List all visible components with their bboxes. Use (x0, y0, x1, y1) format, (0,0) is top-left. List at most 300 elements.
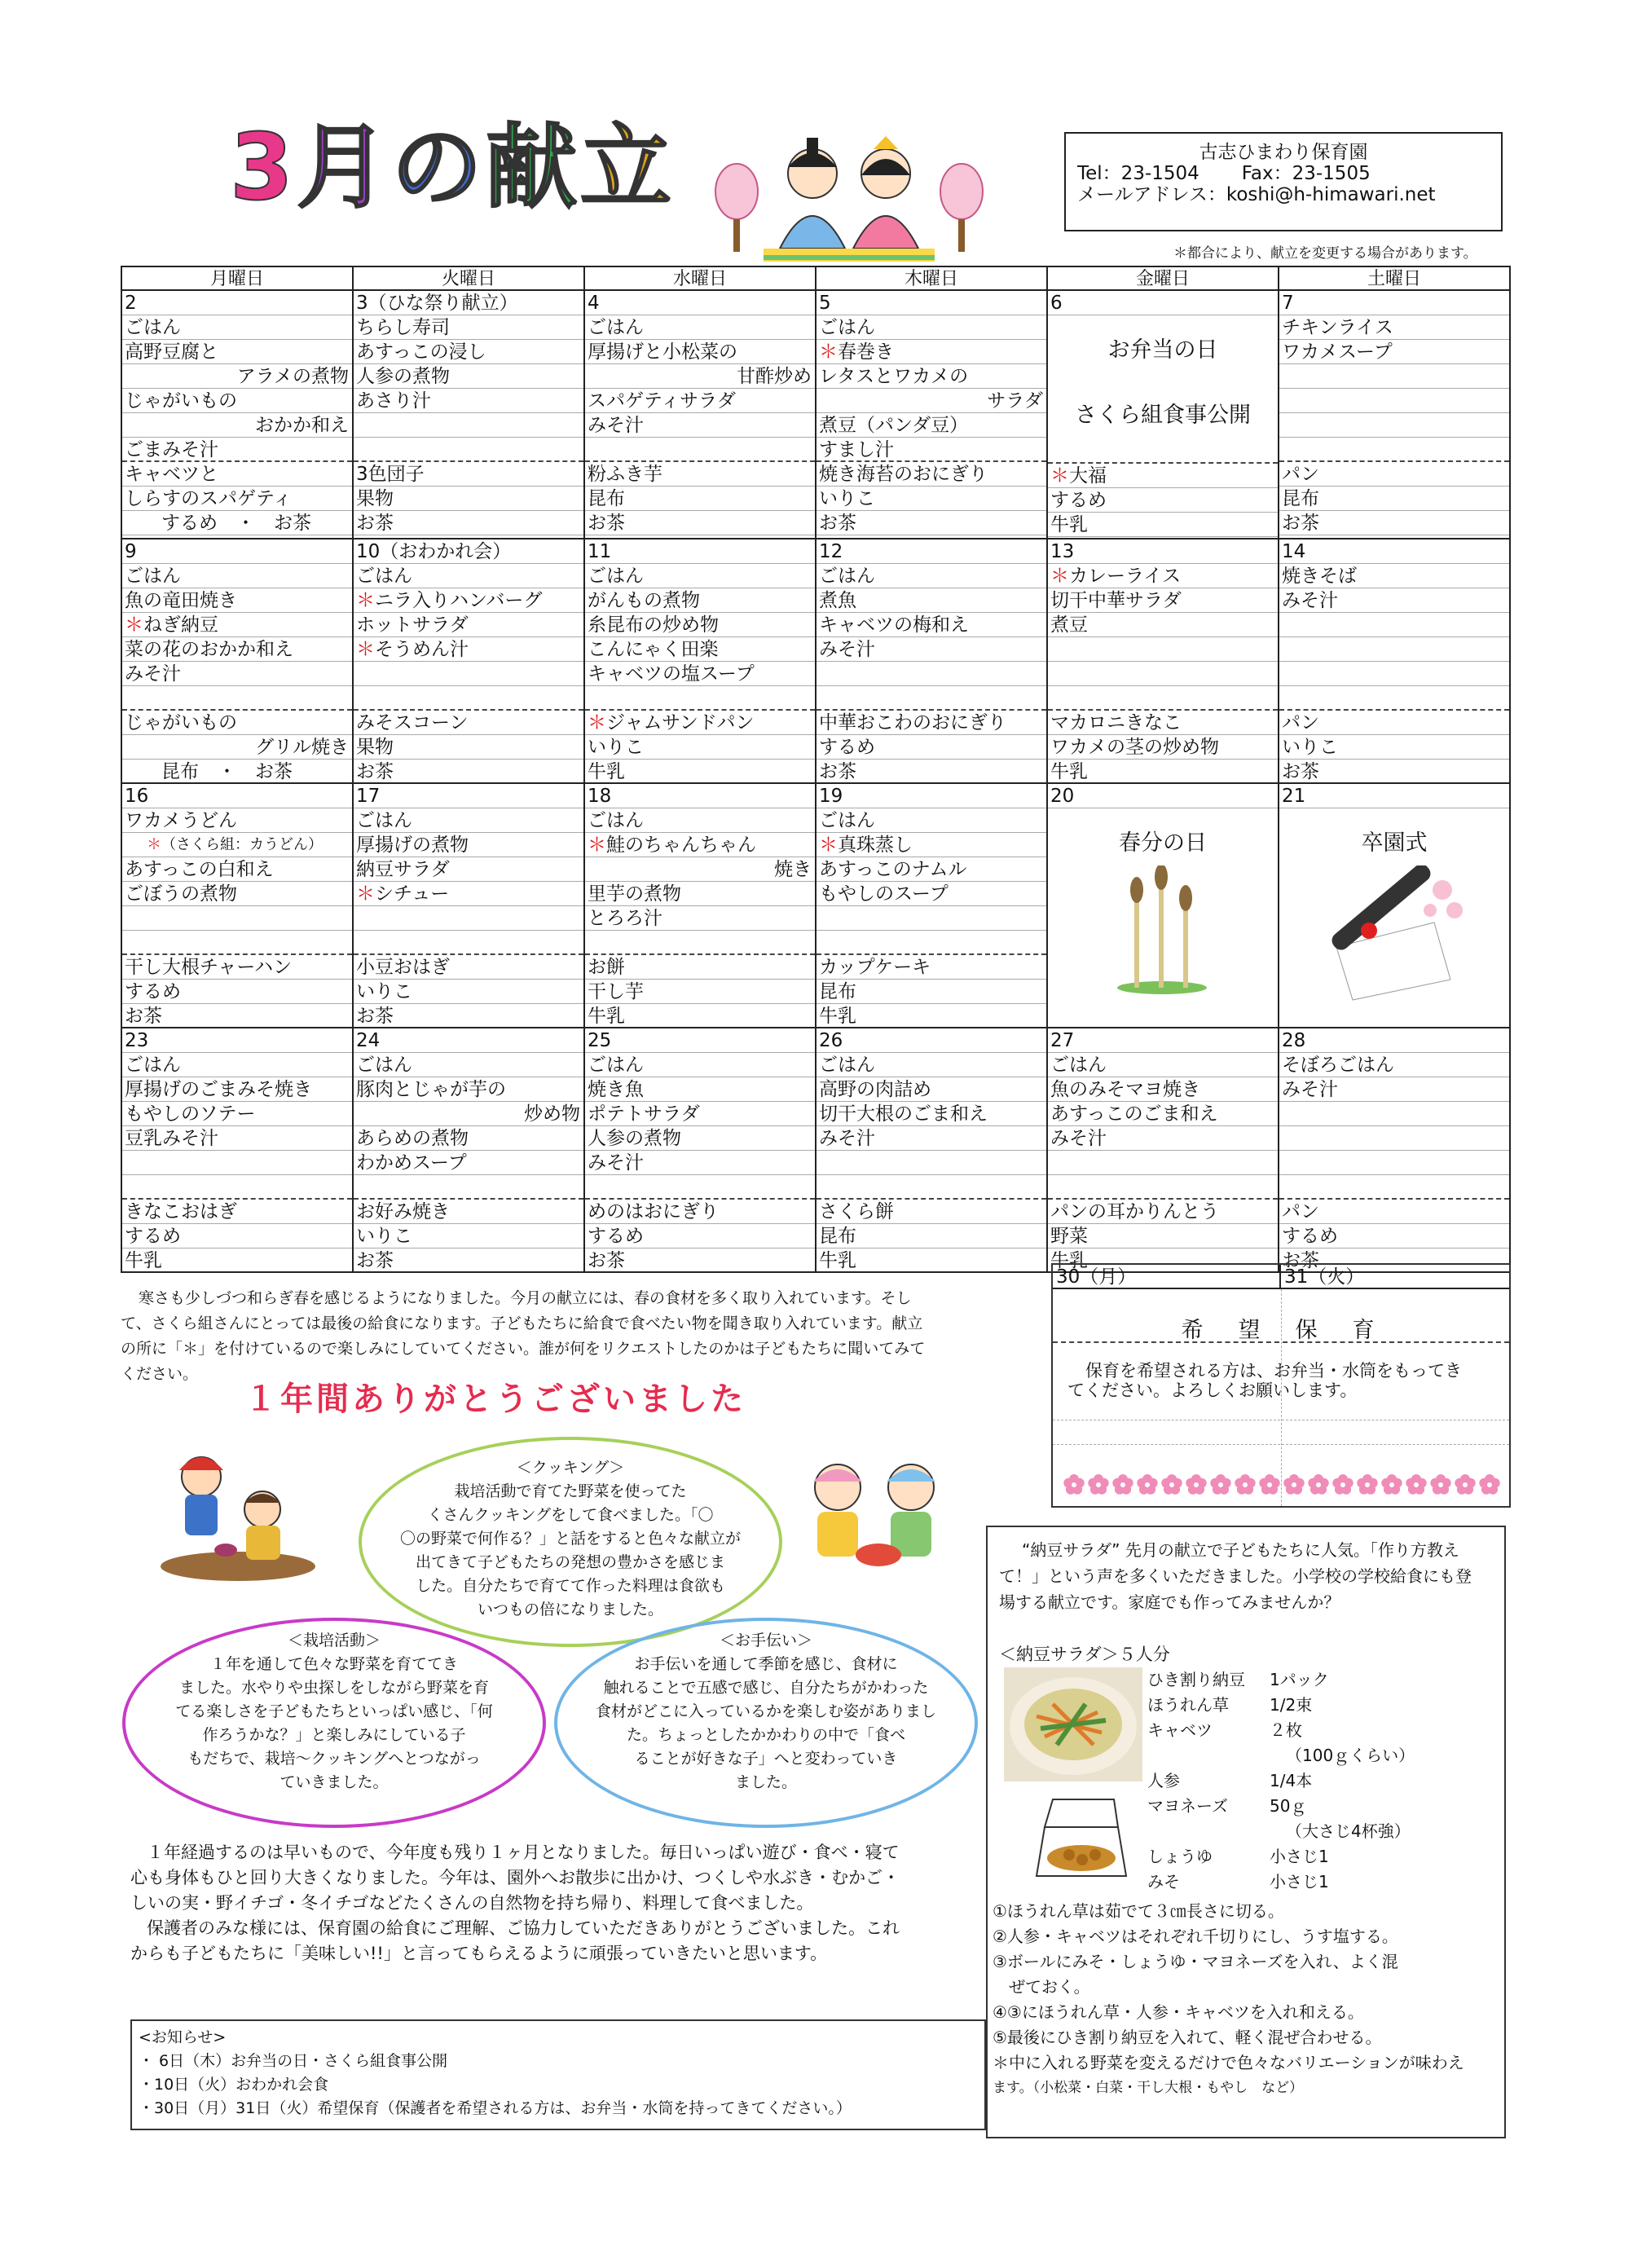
recipe-step: ①ほうれん草は茹でて３㎝長さに切る。 (993, 1901, 1284, 1921)
menu-line: 牛乳 (1048, 1249, 1278, 1273)
otetsudai-line: お手伝いを通して季節を感じ、食材に (634, 1655, 898, 1673)
menu-line: マカロニきなこ (1048, 711, 1278, 735)
special-event: お弁当の日 (1107, 337, 1218, 363)
recipe-step: ます。（小松菜・白菜・干し大根・もやし など） (993, 2080, 1304, 2096)
menu-line (1279, 438, 1509, 462)
saibai-line: もだちで、栽培～クッキングへとつながっ (187, 1750, 481, 1768)
intro-line-1: 寒さも少しづつ和らぎ春を感じるようになりました。今月の献立には、春の食材を多く取り入れています。そし (139, 1289, 912, 1307)
menu-line: 10（おわかれ会） (354, 539, 583, 564)
recipe-step: ＊中に入れる野菜を変えるだけで色々なバリエーションが味わえ (993, 2053, 1464, 2072)
menu-line (122, 931, 352, 955)
menu-line: 6 (1048, 291, 1278, 315)
menu-line: 23 (122, 1028, 352, 1053)
menu-line: お茶 (354, 1249, 583, 1273)
menu-line: いりこ (585, 735, 815, 760)
menu-line: 人参の煮物 (585, 1126, 815, 1151)
menu-line: ＊そうめん汁 (354, 637, 583, 662)
otetsudai-line: ることが好きな子」へと変わっていき (634, 1750, 898, 1768)
menu-line: 牛乳 (816, 1249, 1046, 1273)
menu-line: みそスコーン (354, 711, 583, 735)
menu-line: 7 (1279, 291, 1509, 315)
saibai-line: ていきました。 (280, 1773, 389, 1791)
menu-line (1279, 1126, 1509, 1151)
menu-line: ＊ジャムサンドパン (585, 711, 815, 735)
menu-line: 煮豆 (1048, 613, 1278, 637)
menu-line (1279, 389, 1509, 413)
notice-item: ・ 6日（木）お弁当の日・さくら組食事公開 (139, 2052, 448, 2070)
recipe-title: ＜納豆サラダ＞５人分 (999, 1645, 1170, 1664)
cooking-text (378, 1456, 763, 1622)
menu-line: 果物 (354, 735, 583, 760)
ingredient-row: ほうれん草 1/2束 (1147, 1695, 1313, 1715)
menu-line: 18 (585, 784, 815, 808)
menu-line (1279, 613, 1509, 637)
menu-line: がんもの煮物 (585, 588, 815, 613)
day-31: 31（火） (1281, 1265, 1509, 1289)
menu-line (816, 1175, 1046, 1200)
menu-line: きなこおはぎ (122, 1200, 352, 1224)
recipe-intro-line: 場する献立です。家庭でも作ってみませんか？ (999, 1592, 1340, 1612)
menu-line (1048, 1151, 1278, 1175)
menu-line: 24 (354, 1028, 583, 1053)
menu-line: 14 (1279, 539, 1509, 564)
menu-line: ポテトサラダ (585, 1102, 815, 1126)
menu-line: 厚揚げと小松菜の (585, 340, 815, 364)
menu-line: みそ汁 (585, 413, 815, 438)
otetsudai-line: 触れることで五感で感じ、自分たちがかわった (603, 1679, 929, 1697)
menu-line: 小豆おはぎ (354, 955, 583, 980)
ingredient-row: キャベツ ２枚 (1147, 1720, 1302, 1740)
menu-line: お茶 (354, 1004, 583, 1028)
menu-line: 切干中華サラダ (1048, 588, 1278, 613)
menu-line: するめ (122, 980, 352, 1004)
intro-line-2: て、さくら組さんにとっては最後の給食になります。子どもたちに給食で食べたい物を聞き取り入れています。献立 (121, 1315, 923, 1332)
menu-line: お茶 (816, 760, 1046, 784)
menu-line (816, 686, 1046, 711)
menu-line: 里芋の煮物 (585, 882, 815, 906)
menu-line: 切干大根のごま和え (816, 1102, 1046, 1126)
menu-line (122, 1151, 352, 1175)
menu-line: 菜の花のおかか和え (122, 637, 352, 662)
closing-line: しいの実・野イチゴ・冬イチゴなどたくさんの自然物を持ち帰り、料理して食べました。 (130, 1893, 814, 1913)
menu-table (121, 266, 1511, 1271)
menu-line (1279, 686, 1509, 711)
menu-line: アラメの煮物 (122, 364, 352, 389)
ingredient-row: 人参 1/4本 (1147, 1771, 1313, 1790)
kibou-text-1: 保育を希望される方は、お弁当・水筒をもってき (1085, 1361, 1462, 1381)
menu-line: 昆布 (816, 1224, 1046, 1249)
day-header: 木曜日 (815, 266, 1048, 291)
menu-line: ＊ニラ入りハンバーグ (354, 588, 583, 613)
menu-cell (583, 291, 816, 539)
menu-line: ＊真珠蒸し (816, 833, 1046, 857)
menu-line: お茶 (1279, 1249, 1509, 1273)
menu-line: みそ汁 (816, 637, 1046, 662)
closing-line: １年経過するのは早いもので、今年度も残り１ヶ月となりました。毎日いっぱい遊び・食べ・寝て (147, 1843, 900, 1862)
otetsudai-line: た。ちょっとしたかかわりの中で「食べ (626, 1726, 905, 1744)
menu-line: 26 (816, 1028, 1046, 1053)
menu-line: お茶 (1279, 760, 1509, 784)
menu-line: ごはん (354, 808, 583, 833)
recipe-intro (999, 1537, 1472, 1615)
menu-line: あすっこの白和え (122, 857, 352, 882)
menu-line: パン (1279, 711, 1509, 735)
menu-line: するめ (585, 1224, 815, 1249)
menu-line: 13 (1048, 539, 1278, 564)
menu-line (585, 686, 815, 711)
menu-line: いりこ (354, 980, 583, 1004)
recipe-step: ②人参・キャベツはそれぞれ千切りにし、うす塩する。 (993, 1927, 1398, 1946)
menu-line: 昆布 (1279, 487, 1509, 511)
recipe-step: ③ボールにみそ・しょうゆ・マヨネーズを入れ、よく混 (993, 1952, 1398, 1971)
menu-line: とろろ汁 (585, 906, 815, 931)
ingredient-row: しょうゆ 小さじ1 (1147, 1847, 1329, 1866)
school-email: メールアドレス：koshi@h-himawari.net (1077, 184, 1436, 205)
menu-line: じゃがいもの (122, 711, 352, 735)
menu-line: ＊ねぎ納豆 (122, 613, 352, 637)
menu-line (816, 931, 1046, 955)
menu-line: ごはん (816, 564, 1046, 588)
ingredient-row: みそ 小さじ1 (1147, 1872, 1329, 1891)
notice-box (130, 2019, 986, 2130)
menu-cell (815, 539, 1048, 784)
cooking-line: いつもの倍になりました。 (477, 1601, 663, 1618)
menu-line: するめ (816, 735, 1046, 760)
menu-cell (352, 539, 585, 784)
menu-cell (815, 1028, 1048, 1273)
menu-line (585, 1175, 815, 1200)
menu-line: するめ (122, 1224, 352, 1249)
gardening-children-illustration (156, 1444, 319, 1583)
menu-line: 干し大根チャーハン (122, 955, 352, 980)
menu-line (1279, 1151, 1509, 1175)
notice-title: <お知らせ> (139, 2028, 227, 2046)
menu-line: ごはん (816, 808, 1046, 833)
menu-line: 果物 (354, 487, 583, 511)
menu-cell (1046, 784, 1279, 1028)
menu-line: 牛乳 (585, 1004, 815, 1028)
menu-line: キャベツの梅和え (816, 613, 1046, 637)
kibou-text-2: てください。よろしくお願いします。 (1067, 1381, 1358, 1400)
menu-cell (1046, 291, 1279, 539)
menu-line: めのはおにぎり (585, 1200, 815, 1224)
menu-line: ごはん (122, 564, 352, 588)
menu-line: みそ汁 (122, 662, 352, 686)
day-header: 金曜日 (1046, 266, 1279, 291)
menu-line (354, 686, 583, 711)
menu-line: ちらし寿司 (354, 315, 583, 340)
menu-line: あさり汁 (354, 389, 583, 413)
menu-line (816, 906, 1046, 931)
menu-line: 昆布 ・ お茶 (122, 760, 352, 784)
menu-line: ごぼうの煮物 (122, 882, 352, 906)
menu-line: 魚のみそマヨ焼き (1048, 1077, 1278, 1102)
menu-line: ごまみそ汁 (122, 438, 352, 462)
menu-line: 高野豆腐と (122, 340, 352, 364)
menu-cell (352, 784, 585, 1028)
menu-line: あらめの煮物 (354, 1126, 583, 1151)
intro-line-4: ください。 (121, 1365, 199, 1383)
menu-cell (815, 291, 1048, 539)
menu-line: お茶 (585, 1249, 815, 1273)
cooking-children-illustration (789, 1451, 960, 1573)
menu-line: ごはん (1048, 1053, 1278, 1077)
special-event: 春分の日 (1119, 830, 1207, 856)
menu-line: 牛乳 (816, 1004, 1046, 1028)
menu-line: 27 (1048, 1028, 1278, 1053)
menu-cell (1278, 539, 1511, 784)
menu-line: みそ汁 (1279, 1077, 1509, 1102)
menu-line: 焼きそば (1279, 564, 1509, 588)
menu-line: あすっこの浸し (354, 340, 583, 364)
menu-line (1279, 364, 1509, 389)
menu-line: 中華おこわのおにぎり (816, 711, 1046, 735)
ingredient-list (1147, 1667, 1415, 1895)
menu-line: 煮魚 (816, 588, 1046, 613)
menu-line: グリル焼き (122, 735, 352, 760)
menu-line: お茶 (816, 511, 1046, 535)
menu-cell (352, 1028, 585, 1273)
menu-line: 厚揚げのごまみそ焼き (122, 1077, 352, 1102)
menu-line: 甘酢炒め (585, 364, 815, 389)
menu-line: キャベツと (122, 462, 352, 487)
menu-line: ごはん (354, 1053, 583, 1077)
saibai-line: １年を通して色々な野菜を育ててき (209, 1655, 458, 1673)
menu-line: 5 (816, 291, 1046, 315)
menu-line: 焼き海苔のおにぎり (816, 462, 1046, 487)
menu-line (122, 1175, 352, 1200)
menu-cell (1046, 1028, 1279, 1273)
menu-line: ＊（さくら組：カうどん） (122, 833, 352, 857)
menu-line: おかか和え (122, 413, 352, 438)
ingredient-row: ひき割り納豆 1パック (1147, 1670, 1329, 1689)
closing-line: 保護者のみな様には、保育園の給食にご理解、ご協力していただきありがとうございました。これ (147, 1918, 900, 1938)
menu-line: レタスとワカメの (816, 364, 1046, 389)
menu-cell (121, 1028, 354, 1273)
menu-line (1048, 637, 1278, 662)
menu-line: お茶 (122, 1004, 352, 1028)
menu-line: 2 (122, 291, 352, 315)
menu-line: ワカメうどん (122, 808, 352, 833)
menu-line: そぼろごはん (1279, 1053, 1509, 1077)
menu-line: 牛乳 (585, 760, 815, 784)
menu-line: みそ汁 (816, 1126, 1046, 1151)
menu-cell (352, 291, 585, 539)
menu-line: 牛乳 (122, 1249, 352, 1273)
menu-line (1279, 1175, 1509, 1200)
menu-cell (583, 784, 816, 1028)
menu-line: 野菜 (1048, 1224, 1278, 1249)
menu-line: するめ (1048, 488, 1278, 513)
menu-line: いりこ (1279, 735, 1509, 760)
menu-line: ごはん (122, 315, 352, 340)
menu-line (122, 906, 352, 931)
school-info-box (1064, 132, 1503, 231)
page-title: 3月の献立 (230, 115, 675, 221)
menu-line: 糸昆布の炒め物 (585, 613, 815, 637)
menu-line: あすっこのごま和え (1048, 1102, 1278, 1126)
menu-line: 21 (1279, 784, 1509, 808)
saibai-line: ました。水やりや虫探しをしながら野菜を育 (178, 1679, 489, 1697)
menu-line: お好み焼き (354, 1200, 583, 1224)
special-event: 卒園式 (1361, 830, 1428, 856)
saibai-line: 作ろうかな？」と楽しみにしている子 (202, 1726, 466, 1744)
menu-line: カップケーキ (816, 955, 1046, 980)
otetsudai-bubble (554, 1618, 978, 1828)
menu-line: チキンライス (1279, 315, 1509, 340)
menu-line (585, 931, 815, 955)
change-note: ＊都合により、献立を変更する場合があります。 (1173, 245, 1477, 262)
menu-line: 焼き魚 (585, 1077, 815, 1102)
menu-line (354, 662, 583, 686)
closing-line: からも子どもたちに「美味しい!!」と言ってもらえるように頑張っていきたいと思います。 (130, 1944, 828, 1963)
menu-cell (583, 1028, 816, 1273)
menu-line (354, 438, 583, 462)
ingredient-row: （大さじ4杯強） (1286, 1821, 1411, 1841)
menu-line (1279, 637, 1509, 662)
menu-line: お茶 (585, 511, 815, 535)
menu-line: 牛乳 (1048, 513, 1278, 537)
kibou-hoiku-title: 希 望 保 育 (1181, 1318, 1381, 1343)
school-tel: Tel：23-1504 (1077, 163, 1199, 184)
menu-line: サラダ (816, 389, 1046, 413)
menu-line: もやしのスープ (816, 882, 1046, 906)
menu-line: 3（ひな祭り献立） (354, 291, 583, 315)
menu-line: ＊春巻き (816, 340, 1046, 364)
menu-cell (121, 784, 354, 1028)
menu-cell (1278, 291, 1511, 539)
menu-line: みそ汁 (1048, 1126, 1278, 1151)
menu-line: ごはん (122, 1053, 352, 1077)
menu-line: すまし汁 (816, 438, 1046, 462)
menu-line (354, 906, 583, 931)
menu-line (585, 438, 815, 462)
menu-line: 16 (122, 784, 352, 808)
menu-line: 19 (816, 784, 1046, 808)
menu-line: ごはん (585, 564, 815, 588)
menu-line: 焼き (585, 857, 815, 882)
menu-line: みそ汁 (1279, 588, 1509, 613)
menu-line: 17 (354, 784, 583, 808)
menu-line: わかめスープ (354, 1151, 583, 1175)
menu-line: 人参の煮物 (354, 364, 583, 389)
notice-item: ・10日（火）おわかれ会食 (139, 2076, 329, 2094)
menu-line: 4 (585, 291, 815, 315)
menu-line: 豆乳みそ汁 (122, 1126, 352, 1151)
menu-line (816, 1151, 1046, 1175)
menu-line: ＊鮭のちゃんちゃん (585, 833, 815, 857)
day-header: 火曜日 (352, 266, 585, 291)
sakura-flower-border (1061, 1470, 1501, 1500)
cooking-line: 栽培活動で育てた野菜を使ってた (454, 1482, 687, 1500)
menu-line: ワカメスープ (1279, 340, 1509, 364)
ingredient-row: マヨネーズ 50ｇ (1147, 1796, 1307, 1816)
school-fax: Fax：23-1505 (1241, 163, 1371, 184)
menu-line: さくら餅 (816, 1200, 1046, 1224)
menu-line: ごはん (585, 808, 815, 833)
menu-line: みそ汁 (585, 1151, 815, 1175)
menu-cell (121, 291, 354, 539)
menu-line: 3色団子 (354, 462, 583, 487)
menu-line: ＊シチュー (354, 882, 583, 906)
cooking-bubble (359, 1437, 782, 1647)
menu-line: パン (1279, 462, 1509, 487)
menu-line: するめ ・ お茶 (122, 511, 352, 535)
menu-line (816, 662, 1046, 686)
menu-line: 煮豆（パンダ豆） (816, 413, 1046, 438)
menu-line (122, 686, 352, 711)
recipe-step: ④③にほうれん草・人参・キャベツを入れ和える。 (993, 2002, 1364, 2022)
cooking-line: 〇の野菜で何作る？」と話をすると色々な献立が (399, 1530, 741, 1548)
menu-line: スパゲティサラダ (585, 389, 815, 413)
menu-line: 粉ふき芋 (585, 462, 815, 487)
menu-line (1048, 686, 1278, 711)
menu-line: 25 (585, 1028, 815, 1053)
menu-line: 牛乳 (1048, 760, 1278, 784)
menu-line: キャベツの塩スープ (585, 662, 815, 686)
cooking-line: した。自分たちで育てて作った料理は食欲も (416, 1577, 725, 1595)
menu-line: じゃがいもの (122, 389, 352, 413)
saibai-text (142, 1629, 526, 1795)
recipe-steps (993, 1899, 1464, 2101)
menu-line (354, 1175, 583, 1200)
menu-line: ＊大福 (1048, 464, 1278, 488)
otetsudai-text (574, 1629, 958, 1795)
menu-line (1048, 1175, 1278, 1200)
menu-line: 高野の肉詰め (816, 1077, 1046, 1102)
menu-line: 12 (816, 539, 1046, 564)
day-header: 水曜日 (583, 266, 816, 291)
cooking-line: くさんクッキングをして食べました。「〇 (427, 1506, 714, 1524)
menu-line: ごはん (354, 564, 583, 588)
menu-cell (1278, 784, 1511, 1028)
menu-line: するめ (1279, 1224, 1509, 1249)
recipe-intro-line: “納豆サラダ” 先月の献立で子どもたちに人気。「作り方教え (1022, 1540, 1459, 1560)
school-name: 古志ひまわり保育園 (1199, 142, 1368, 163)
ingredient-row: （100ｇくらい） (1286, 1746, 1415, 1765)
day-30: 30（月） (1053, 1265, 1281, 1289)
menu-line: 厚揚げの煮物 (354, 833, 583, 857)
menu-line: お茶 (354, 511, 583, 535)
diploma-illustration (1312, 865, 1475, 1004)
recipe-box (986, 1526, 1506, 2138)
hina-dolls-illustration (702, 134, 996, 265)
menu-line (1279, 413, 1509, 438)
recipe-step: ぜておく。 (993, 1977, 1090, 1997)
natto-pack-illustration (1028, 1795, 1134, 1892)
intro-line-3: の所に「＊」を付けているので楽しみにしていてください。誰が何をリクエストしたのかは子どもたちに聞いてみて (121, 1340, 926, 1358)
menu-line: お餅 (585, 955, 815, 980)
menu-line: ＊カレーライス (1048, 564, 1278, 588)
menu-line: 28 (1279, 1028, 1509, 1053)
closing-line: 心も身体もひと回り大きくなりました。今年は、園外へお散歩に出かけ、つくしや水ぶき・むかご・ (130, 1868, 900, 1887)
menu-cell (815, 784, 1048, 1028)
menu-line: いりこ (816, 487, 1046, 511)
recipe-intro-line: て！」という声を多くいただきました。小学校の学校給食にも登 (999, 1566, 1472, 1586)
extra-days-box (1051, 1263, 1511, 1508)
menu-line: 干し芋 (585, 980, 815, 1004)
natto-salad-photo (1004, 1667, 1142, 1781)
menu-cell (1046, 539, 1279, 784)
menu-line (1279, 1102, 1509, 1126)
otetsudai-line: 食材がどこに入っているかを楽しむ姿がありまし (595, 1702, 936, 1720)
menu-cell (583, 539, 816, 784)
menu-line: 9 (122, 539, 352, 564)
menu-line: 納豆サラダ (354, 857, 583, 882)
otetsudai-title: ＜お手伝い＞ (719, 1632, 812, 1649)
menu-line: 11 (585, 539, 815, 564)
thanks-heading: １年間ありがとうございました (244, 1381, 746, 1418)
